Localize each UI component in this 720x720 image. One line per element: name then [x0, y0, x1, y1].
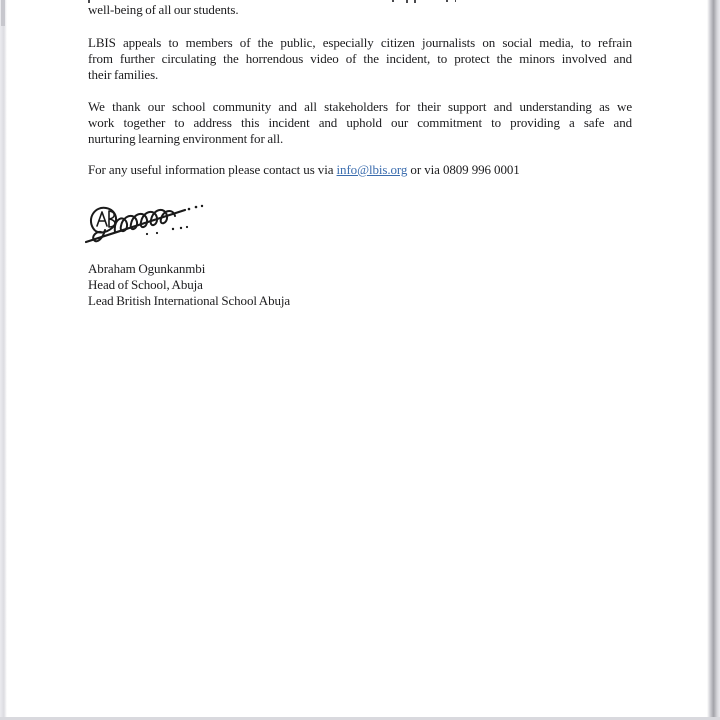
right-window-edge — [707, 0, 720, 720]
signatory-organization: Lead British International School Abuja — [88, 293, 291, 308]
contact-text-pre: For any useful information please contact us via — [88, 162, 337, 177]
letter-body — [88, 0, 632, 720]
paragraph-line: work together to address this incident and uphold our commitment to providing a safe and — [88, 115, 632, 130]
email-link[interactable]: info@lbis.org — [336, 162, 408, 177]
page-left-edge — [0, 0, 7, 720]
paragraph-line: from further circulating the horrendous video of the incident, to protect the minors involved and — [88, 51, 632, 66]
contact-text-post: or via 0809 996 0001 — [407, 162, 520, 177]
signatory-name: Abraham Ogunkanmbi — [88, 261, 206, 276]
contact-line — [88, 162, 632, 178]
paragraph-line: their families. — [88, 67, 159, 82]
handwritten-signature-icon — [85, 196, 207, 246]
paragraph-line: We thank our school community and all stakeholders for their support and understanding as we — [88, 99, 632, 114]
paragraph-line: nurturing learning environment for all. — [88, 131, 284, 146]
signature-block — [88, 261, 632, 309]
paragraph-line: LBIS appeals to members of the public, especially citizen journalists on social media, to refrain — [88, 35, 632, 50]
paragraph-wellbeing-last-line: well-being of all our students. — [88, 2, 239, 17]
signatory-title: Head of School, Abuja — [88, 277, 203, 292]
paragraph-appeal — [88, 35, 632, 83]
paragraph-thanks — [88, 99, 632, 147]
page-left-edge-notch — [1, 0, 5, 26]
